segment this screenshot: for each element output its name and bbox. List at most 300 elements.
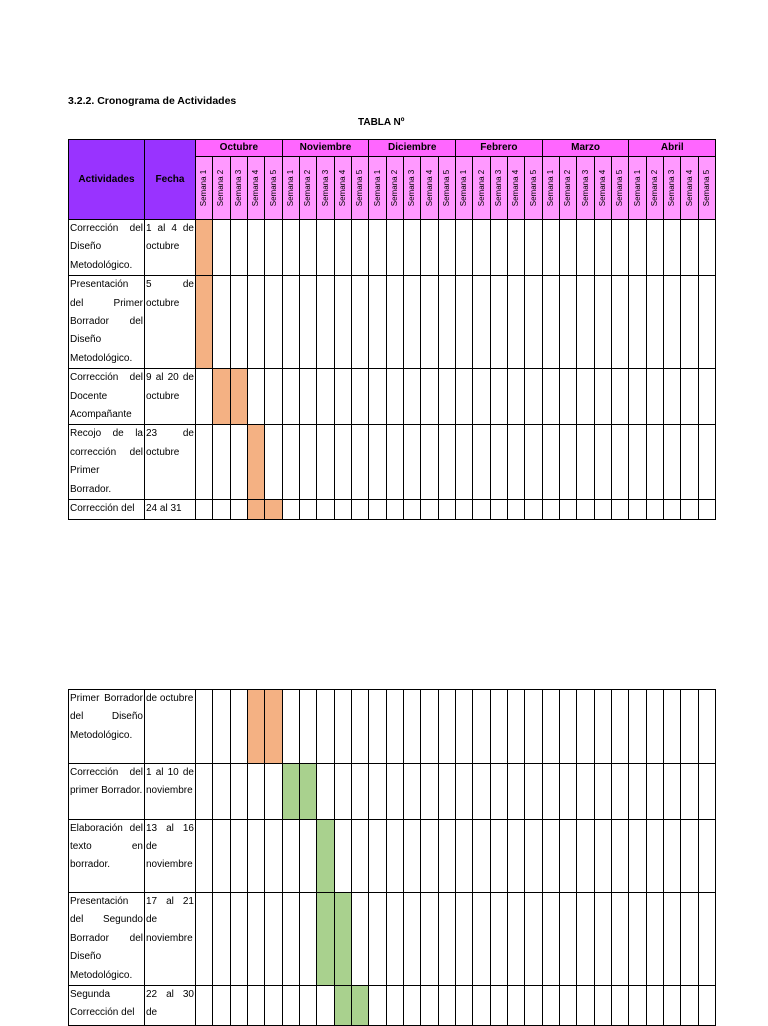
gantt-bar-cell (230, 369, 247, 425)
schedule-table-1 (68, 139, 716, 520)
week-cell (698, 369, 715, 425)
week-cell (612, 276, 629, 369)
week-cell (664, 369, 681, 425)
week-cell (456, 500, 473, 519)
week-label: Semana 1 (459, 169, 469, 207)
week-cell (196, 764, 213, 820)
date-cell: 24 al 31 (145, 500, 196, 519)
month-header: Febrero (456, 140, 543, 157)
week-cell (629, 220, 646, 276)
week-cell (455, 690, 472, 764)
gantt-bar-cell (334, 893, 351, 986)
week-header (542, 157, 559, 220)
week-cell (473, 369, 490, 425)
week-cell (473, 764, 490, 820)
week-cell (681, 690, 698, 764)
week-label: Semana 5 (355, 169, 365, 207)
week-cell (542, 819, 559, 893)
week-label: Semana 2 (476, 169, 486, 207)
gantt-bar-cell (196, 276, 213, 369)
week-header (473, 157, 490, 220)
week-cell (403, 690, 420, 764)
week-cell (196, 425, 213, 500)
week-cell (629, 986, 646, 1026)
week-cell (213, 220, 230, 276)
week-cell (508, 220, 525, 276)
week-header (577, 157, 594, 220)
week-cell (438, 276, 455, 369)
week-cell (300, 425, 317, 500)
week-cell (525, 276, 542, 369)
week-cell (698, 690, 715, 764)
gantt-bar-cell (317, 819, 334, 893)
week-label: Semana 3 (667, 169, 677, 207)
week-cell (507, 986, 524, 1026)
month-header: Diciembre (369, 140, 456, 157)
table-row (69, 220, 716, 276)
week-cell (525, 819, 542, 893)
week-cell (577, 764, 594, 820)
week-cell (456, 276, 473, 369)
week-cell (265, 986, 282, 1026)
activity-cell: Corrección del Docente Acompañante (69, 369, 145, 425)
table-row (69, 276, 716, 369)
table-row (69, 986, 716, 1026)
week-cell (386, 986, 403, 1026)
activity-cell: Corrección del primer Borrador. (69, 764, 145, 820)
month-header: Abril (629, 140, 716, 157)
gantt-bar-cell (265, 500, 282, 519)
week-cell (265, 276, 282, 369)
week-cell (490, 369, 507, 425)
gantt-bar-cell (196, 220, 213, 276)
activity-cell: Segunda Corrección del (69, 986, 145, 1026)
week-cell (247, 764, 264, 820)
month-header: Octubre (196, 140, 283, 157)
week-cell (542, 986, 559, 1026)
week-cell (421, 276, 438, 369)
week-cell (421, 425, 438, 500)
week-cell (663, 819, 680, 893)
activity-cell: Primer Borrador del Diseño Metodológico. (69, 690, 145, 764)
activity-cell: Recojo de la corrección del Primer Borrador. (69, 425, 145, 500)
gantt-bar-cell (265, 690, 282, 764)
week-label: Semana 5 (701, 169, 711, 207)
week-header (698, 157, 715, 220)
week-label: Semana 3 (320, 169, 330, 207)
week-label: Semana 1 (199, 169, 209, 207)
week-cell (594, 690, 611, 764)
week-cell (369, 893, 386, 986)
week-cell (386, 893, 403, 986)
week-cell (456, 425, 473, 500)
date-cell: 22 al 30 de (145, 986, 196, 1026)
week-cell (334, 369, 351, 425)
week-cell (247, 220, 264, 276)
date-cell: 1 al 4 de octubre (145, 220, 196, 276)
week-cell (282, 819, 299, 893)
week-cell (664, 425, 681, 500)
week-cell (282, 369, 299, 425)
week-cell (490, 276, 507, 369)
week-cell (369, 276, 386, 369)
week-cell (213, 690, 230, 764)
week-cell (663, 986, 680, 1026)
week-cell (612, 500, 629, 519)
week-cell (386, 690, 403, 764)
week-cell (698, 276, 715, 369)
week-cell (230, 220, 247, 276)
week-cell (525, 500, 542, 519)
week-cell (542, 764, 559, 820)
week-cell (196, 893, 213, 986)
week-cell (438, 764, 455, 820)
week-cell (490, 986, 507, 1026)
week-cell (455, 986, 472, 1026)
week-cell (629, 500, 646, 519)
week-cell (369, 500, 386, 519)
gantt-bar-cell (247, 425, 264, 500)
week-cell (386, 764, 403, 820)
week-cell (386, 500, 403, 519)
week-cell (404, 425, 421, 500)
week-cell (438, 425, 455, 500)
week-cell (508, 500, 525, 519)
gantt-bar-cell (317, 893, 334, 986)
week-cell (698, 500, 715, 519)
week-header (508, 157, 525, 220)
week-cell (421, 220, 438, 276)
week-cell (421, 819, 438, 893)
week-cell (698, 425, 715, 500)
week-cell (681, 425, 698, 500)
week-cell (612, 425, 629, 500)
week-header (300, 157, 317, 220)
week-cell (300, 276, 317, 369)
week-header (265, 157, 282, 220)
table-label: TABLA Nº (358, 117, 405, 128)
week-cell (646, 220, 663, 276)
week-cell (369, 220, 386, 276)
week-cell (247, 369, 264, 425)
week-cell (542, 893, 559, 986)
week-cell (403, 819, 420, 893)
week-cell (196, 690, 213, 764)
week-cell (490, 819, 507, 893)
week-cell (386, 425, 403, 500)
week-cell (612, 220, 629, 276)
table-row (69, 690, 716, 764)
gantt-bar-cell (247, 500, 264, 519)
week-cell (594, 986, 611, 1026)
week-cell (438, 369, 455, 425)
week-cell (265, 893, 282, 986)
week-label: Semana 5 (441, 169, 451, 207)
week-cell (507, 819, 524, 893)
week-cell (317, 425, 334, 500)
week-cell (542, 425, 559, 500)
gantt-bar-cell (213, 369, 230, 425)
week-cell (577, 369, 594, 425)
week-cell (612, 369, 629, 425)
week-cell (456, 220, 473, 276)
week-header (282, 157, 299, 220)
week-cell (663, 764, 680, 820)
week-cell (438, 986, 455, 1026)
week-cell (664, 500, 681, 519)
week-cell (646, 690, 663, 764)
date-cell: 9 al 20 de octubre (145, 369, 196, 425)
week-cell (247, 276, 264, 369)
table-row (69, 764, 716, 820)
week-cell (594, 500, 611, 519)
week-cell (351, 764, 368, 820)
activity-cell: Corrección del Diseño Metodológico. (69, 220, 145, 276)
week-cell (334, 764, 351, 820)
week-label: Semana 3 (233, 169, 243, 207)
gantt-bar-cell (299, 764, 316, 820)
week-cell (351, 819, 368, 893)
week-cell (664, 220, 681, 276)
week-label: Semana 5 (615, 169, 625, 207)
date-cell: 5 de octubre (145, 276, 196, 369)
week-cell (560, 425, 577, 500)
week-label: Semana 1 (545, 169, 555, 207)
week-header (247, 157, 264, 220)
week-cell (352, 220, 369, 276)
week-cell (473, 500, 490, 519)
week-cell (525, 220, 542, 276)
week-cell (698, 819, 715, 893)
week-label: Semana 4 (597, 169, 607, 207)
week-cell (594, 893, 611, 986)
week-header (664, 157, 681, 220)
week-cell (265, 220, 282, 276)
week-cell (282, 220, 299, 276)
week-cell (646, 764, 663, 820)
activity-cell: Corrección del (69, 500, 145, 519)
week-cell (438, 690, 455, 764)
week-cell (594, 425, 611, 500)
activity-cell: Presentación del Segundo Borrador del Diseño Metodológico. (69, 893, 145, 986)
schedule-table-2 (68, 689, 716, 1026)
week-label: Semana 2 (389, 169, 399, 207)
week-cell (455, 819, 472, 893)
week-label: Semana 2 (563, 169, 573, 207)
week-cell (334, 425, 351, 500)
week-cell (594, 276, 611, 369)
week-cell (404, 369, 421, 425)
week-cell (577, 819, 594, 893)
week-cell (369, 425, 386, 500)
week-cell (369, 764, 386, 820)
week-header (525, 157, 542, 220)
week-cell (507, 764, 524, 820)
week-cell (594, 220, 611, 276)
week-label: Semana 4 (337, 169, 347, 207)
week-cell (213, 819, 230, 893)
week-cell (386, 220, 403, 276)
week-cell (681, 220, 698, 276)
week-cell (490, 690, 507, 764)
week-cell (698, 986, 715, 1026)
week-cell (265, 425, 282, 500)
week-cell (334, 220, 351, 276)
week-header (334, 157, 351, 220)
week-cell (230, 425, 247, 500)
week-cell (230, 276, 247, 369)
table-row (69, 893, 716, 986)
week-cell (525, 369, 542, 425)
week-cell (559, 986, 576, 1026)
week-cell (508, 425, 525, 500)
week-header (421, 157, 438, 220)
week-cell (334, 276, 351, 369)
week-cell (455, 764, 472, 820)
week-header (646, 157, 663, 220)
week-cell (351, 690, 368, 764)
week-label: Semana 2 (303, 169, 313, 207)
week-cell (681, 764, 698, 820)
week-cell (629, 425, 646, 500)
week-header (490, 157, 507, 220)
week-cell (404, 220, 421, 276)
date-cell: 1 al 10 de noviembre (145, 764, 196, 820)
week-cell (577, 276, 594, 369)
week-cell (577, 893, 594, 986)
table-row (69, 500, 716, 519)
week-header (386, 157, 403, 220)
week-cell (334, 690, 351, 764)
week-cell (507, 690, 524, 764)
week-cell (196, 369, 213, 425)
week-label: Semana 3 (493, 169, 503, 207)
week-cell (577, 425, 594, 500)
week-cell (438, 819, 455, 893)
week-cell (438, 220, 455, 276)
week-cell (559, 893, 576, 986)
week-cell (300, 500, 317, 519)
week-cell (230, 764, 247, 820)
week-label: Semana 5 (268, 169, 278, 207)
week-header (612, 157, 629, 220)
week-cell (334, 819, 351, 893)
week-cell (404, 276, 421, 369)
week-header (196, 157, 213, 220)
week-cell (196, 819, 213, 893)
week-cell (213, 276, 230, 369)
week-cell (386, 369, 403, 425)
week-cell (681, 986, 698, 1026)
week-cell (525, 425, 542, 500)
week-label: Semana 3 (407, 169, 417, 207)
week-header (594, 157, 611, 220)
week-cell (351, 893, 368, 986)
week-cell (299, 986, 316, 1026)
week-cell (698, 764, 715, 820)
week-cell (265, 764, 282, 820)
week-cell (282, 690, 299, 764)
week-cell (282, 500, 299, 519)
week-cell (611, 764, 628, 820)
week-cell (629, 276, 646, 369)
week-cell (559, 764, 576, 820)
week-cell (213, 425, 230, 500)
week-cell (594, 369, 611, 425)
week-cell (681, 276, 698, 369)
week-cell (490, 893, 507, 986)
week-cell (577, 500, 594, 519)
week-cell (542, 276, 559, 369)
week-cell (403, 893, 420, 986)
week-cell (213, 500, 230, 519)
week-cell (490, 500, 507, 519)
week-cell (559, 690, 576, 764)
date-cell: 13 al 16 de noviembre (145, 819, 196, 893)
week-cell (230, 819, 247, 893)
week-cell (403, 764, 420, 820)
week-cell (646, 893, 663, 986)
week-cell (282, 276, 299, 369)
week-cell (230, 690, 247, 764)
week-cell (577, 690, 594, 764)
week-cell (646, 500, 663, 519)
week-cell (629, 369, 646, 425)
week-cell (282, 986, 299, 1026)
week-label: Semana 1 (285, 169, 295, 207)
week-cell (473, 220, 490, 276)
table-row (69, 425, 716, 500)
week-cell (611, 690, 628, 764)
gantt-bar-cell (334, 986, 351, 1026)
week-cell (473, 893, 490, 986)
week-cell (265, 369, 282, 425)
week-cell (681, 369, 698, 425)
week-header (438, 157, 455, 220)
week-cell (247, 893, 264, 986)
week-cell (611, 893, 628, 986)
gantt-bar-cell (247, 690, 264, 764)
week-cell (282, 893, 299, 986)
week-header (560, 157, 577, 220)
week-label: Semana 5 (528, 169, 538, 207)
week-header (456, 157, 473, 220)
activity-cell: Presentación del Primer Borrador del Diseño Metodológico. (69, 276, 145, 369)
week-cell (542, 369, 559, 425)
week-cell (508, 369, 525, 425)
week-cell (247, 986, 264, 1026)
week-cell (629, 893, 646, 986)
week-cell (560, 500, 577, 519)
week-cell (438, 500, 455, 519)
week-cell (300, 369, 317, 425)
week-cell (681, 500, 698, 519)
week-cell (352, 276, 369, 369)
week-cell (698, 220, 715, 276)
week-label: Semana 4 (511, 169, 521, 207)
date-cell: 23 de octubre (145, 425, 196, 500)
week-cell (196, 986, 213, 1026)
week-cell (646, 369, 663, 425)
week-header (629, 157, 646, 220)
table-row (69, 819, 716, 893)
week-cell (230, 500, 247, 519)
week-cell (455, 893, 472, 986)
week-cell (473, 986, 490, 1026)
week-cell (213, 986, 230, 1026)
week-cell (369, 819, 386, 893)
week-cell (490, 425, 507, 500)
